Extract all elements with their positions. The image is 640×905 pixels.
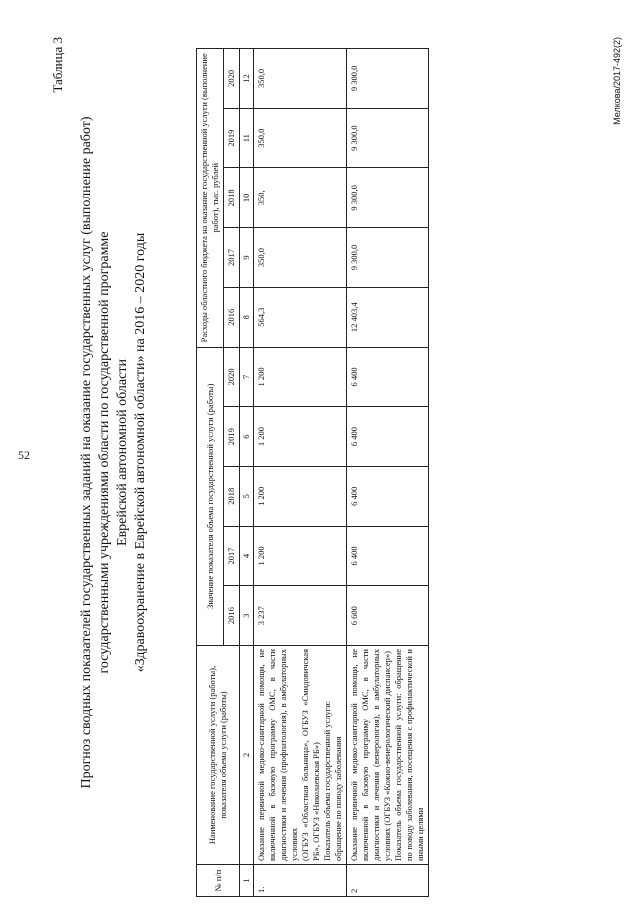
service-line: (ОГБУЗ «Областная больница», ОГБУЗ «Смидовичская РБ», ОГБУЗ «Николаевская РБ»)	[300, 649, 321, 861]
year-cell: 2017	[224, 526, 240, 586]
volume-value: 1 200	[254, 347, 347, 407]
column-number: 12	[240, 49, 254, 109]
header-row	[197, 49, 224, 897]
column-number: 3	[240, 586, 254, 646]
expense-value: 9 300,0	[347, 228, 429, 288]
row-num: 2	[347, 865, 429, 897]
forecast-table	[196, 48, 429, 897]
service-line: Показатель объема государственной услуги: обращение по поводу заболевания, посещения с профилактической и иными целями	[393, 649, 425, 861]
title-line: «Здравоохранение в Еврейской автономной области» на 2016 – 2020 годы	[133, 232, 148, 673]
year-cell: 2020	[224, 347, 240, 407]
expense-value: 9 300,0	[347, 108, 429, 168]
column-number-row	[240, 49, 254, 897]
volume-value: 1 200	[254, 526, 347, 586]
expense-value: 564,3	[254, 287, 347, 347]
column-number: 11	[240, 108, 254, 168]
volume-value: 1 200	[254, 407, 347, 467]
header-service: Наименование государственной услуги (работы), показателя объема услуги (работы)	[197, 646, 240, 865]
table-row	[347, 49, 429, 897]
volume-value: 3 237	[254, 586, 347, 646]
table-row	[254, 49, 347, 897]
year-cell: 2016	[224, 287, 240, 347]
expense-value: 350,	[254, 168, 347, 228]
year-cell: 2018	[224, 466, 240, 526]
expense-value: 9 300,0	[347, 168, 429, 228]
header-volume: Значение показателя объема государственной услуги (работы)	[197, 347, 224, 645]
document-code: Мелкова/2017-492(2)	[612, 37, 622, 125]
expense-value: 350,0	[254, 49, 347, 109]
title-line: Еврейской автономной области	[115, 359, 130, 546]
column-number: 10	[240, 168, 254, 228]
title-line: Прогноз сводных показателей государственных заданий на оказание государственных услуг (выполнение работ)	[79, 116, 94, 789]
column-number: 5	[240, 466, 254, 526]
column-number: 2	[240, 646, 254, 865]
column-number: 1	[240, 865, 254, 897]
header-expense: Расходы областного бюджета на оказание государственной услуги (выполнение работ), тыс. рублей	[197, 49, 224, 348]
volume-value: 6 400	[347, 347, 429, 407]
year-cell: 2018	[224, 168, 240, 228]
volume-value: 6 400	[347, 466, 429, 526]
service-line: Оказание первичной медико-санитарной помощи, не включенной в базовую программу ОМС, в части диагностики и лечения (профпатология), в амбулаторных условиях	[256, 649, 299, 861]
service-line: обращение по поводу заболевания	[333, 736, 343, 861]
service-line: Показатель объема государственной услуги:	[322, 700, 332, 861]
service-description	[347, 646, 429, 865]
row-num: 1.	[254, 865, 347, 897]
expense-value: 12 403,4	[347, 287, 429, 347]
volume-value: 6 400	[347, 407, 429, 467]
header-num: № п/п	[197, 865, 240, 897]
column-number: 6	[240, 407, 254, 467]
column-number: 8	[240, 287, 254, 347]
volume-value: 1 200	[254, 466, 347, 526]
service-description	[254, 646, 347, 865]
title-line: государственными учреждениями области по государственной программе	[97, 231, 112, 674]
column-number: 4	[240, 526, 254, 586]
expense-value: 350,0	[254, 228, 347, 288]
column-number: 7	[240, 347, 254, 407]
year-cell: 2016	[224, 586, 240, 646]
expense-value: 350,0	[254, 108, 347, 168]
year-cell: 2019	[224, 108, 240, 168]
page-number: 52	[18, 448, 30, 462]
year-cell: 2020	[224, 49, 240, 109]
table-label: Таблица 3	[50, 37, 65, 93]
expense-value: 9 300,0	[347, 49, 429, 109]
volume-value: 6 600	[347, 586, 429, 646]
column-number: 9	[240, 228, 254, 288]
year-cell: 2019	[224, 407, 240, 467]
year-cell: 2017	[224, 228, 240, 288]
document-title	[78, 0, 150, 905]
volume-value: 6 400	[347, 526, 429, 586]
service-line: Оказание первичной медико-санитарной помощи, не включенной в базовую программу ОМС, в части диагностики и лечения (венерология), в амбулаторных условиях (ОГБУЗ «Кожно-венерологический диспансер»)	[349, 649, 392, 861]
